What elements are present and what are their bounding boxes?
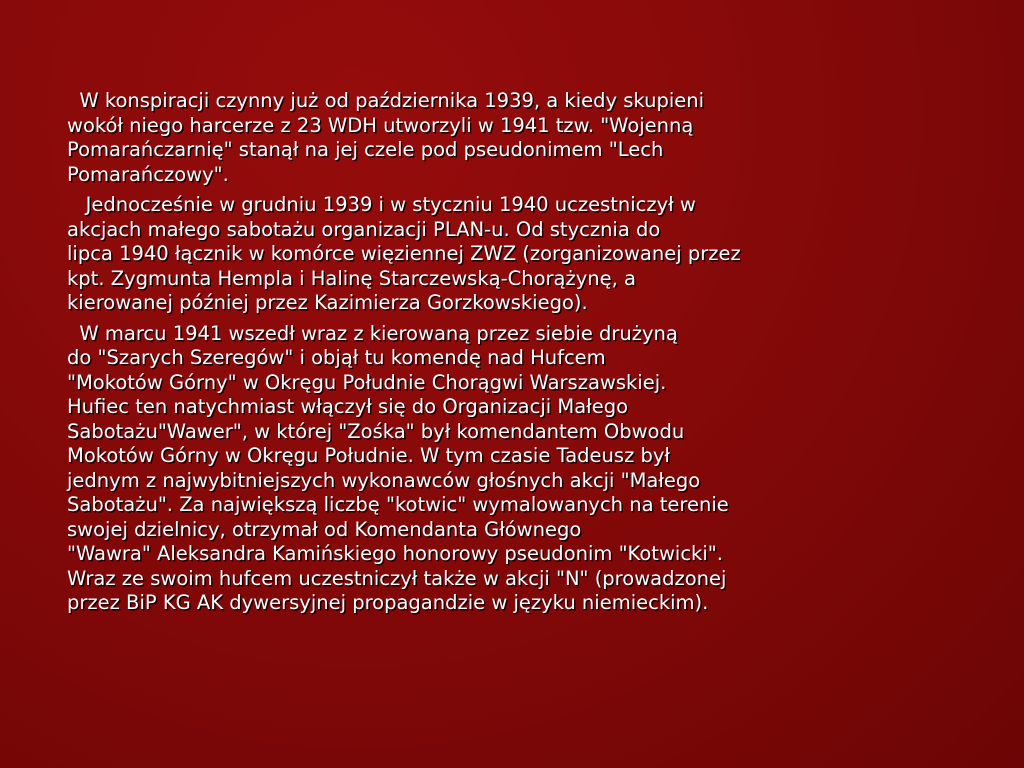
paragraph-szare-szeregi: W marcu 1941 wszedł wraz z kierowaną przez siebie drużyną do "Szarych Szeregów" i objął tu komendę nad Hufcem "Mokotów Górny" w Okręgu Południe Chorągwi Warszawskiej. Hufiec ten natychmiast włączył się do Organizacji Małego Sabotażu"Wawer", w której "Zośka" był komendantem Obwodu Mokotów Górny w Okręgu Południe. W tym czasie Tadeusz był jednym z najwybitniejszych wykonawców głośnych akcji "Małego Sabotażu". Za największą liczbę "kotwic" wymalowanych na terenie swojej dzielnicy, otrzymał od Komendanta Głównego "Wawra" Aleksandra Kamińskiego honorowy pseudonim "Kotwicki". Wraz ze swoim hufcem uczestniczył także w akcji "N" (prowadzonej przez BiP KG AK dywersyjnej propagandzie w języku niemieckim).	[67, 321, 729, 614]
slide-body-text	[67, 89, 947, 616]
paragraph-plan-sabotage: Jednocześnie w grudniu 1939 i w styczniu 1940 uczestniczył w akcjach małego sabotażu organizacji PLAN-u. Od stycznia do lipca 1940 łącznik w komórce więziennej ZWZ (zorganizowanej przez kpt. Zygmunta Hempla i Halinę Starczewską-Chorążynę, a kierowanej później przez Kazimierza Gorzkowskiego).	[67, 193, 741, 314]
paragraph-konspiracja: W konspiracji czynny już od października 1939, a kiedy skupieni wokół niego harcerze z 23 WDH utworzyli w 1941 tzw. "Wojenną Pomarańczarnię" stanął na jej czele pod pseudonimem "Lech Pomarańczowy".	[67, 89, 705, 186]
